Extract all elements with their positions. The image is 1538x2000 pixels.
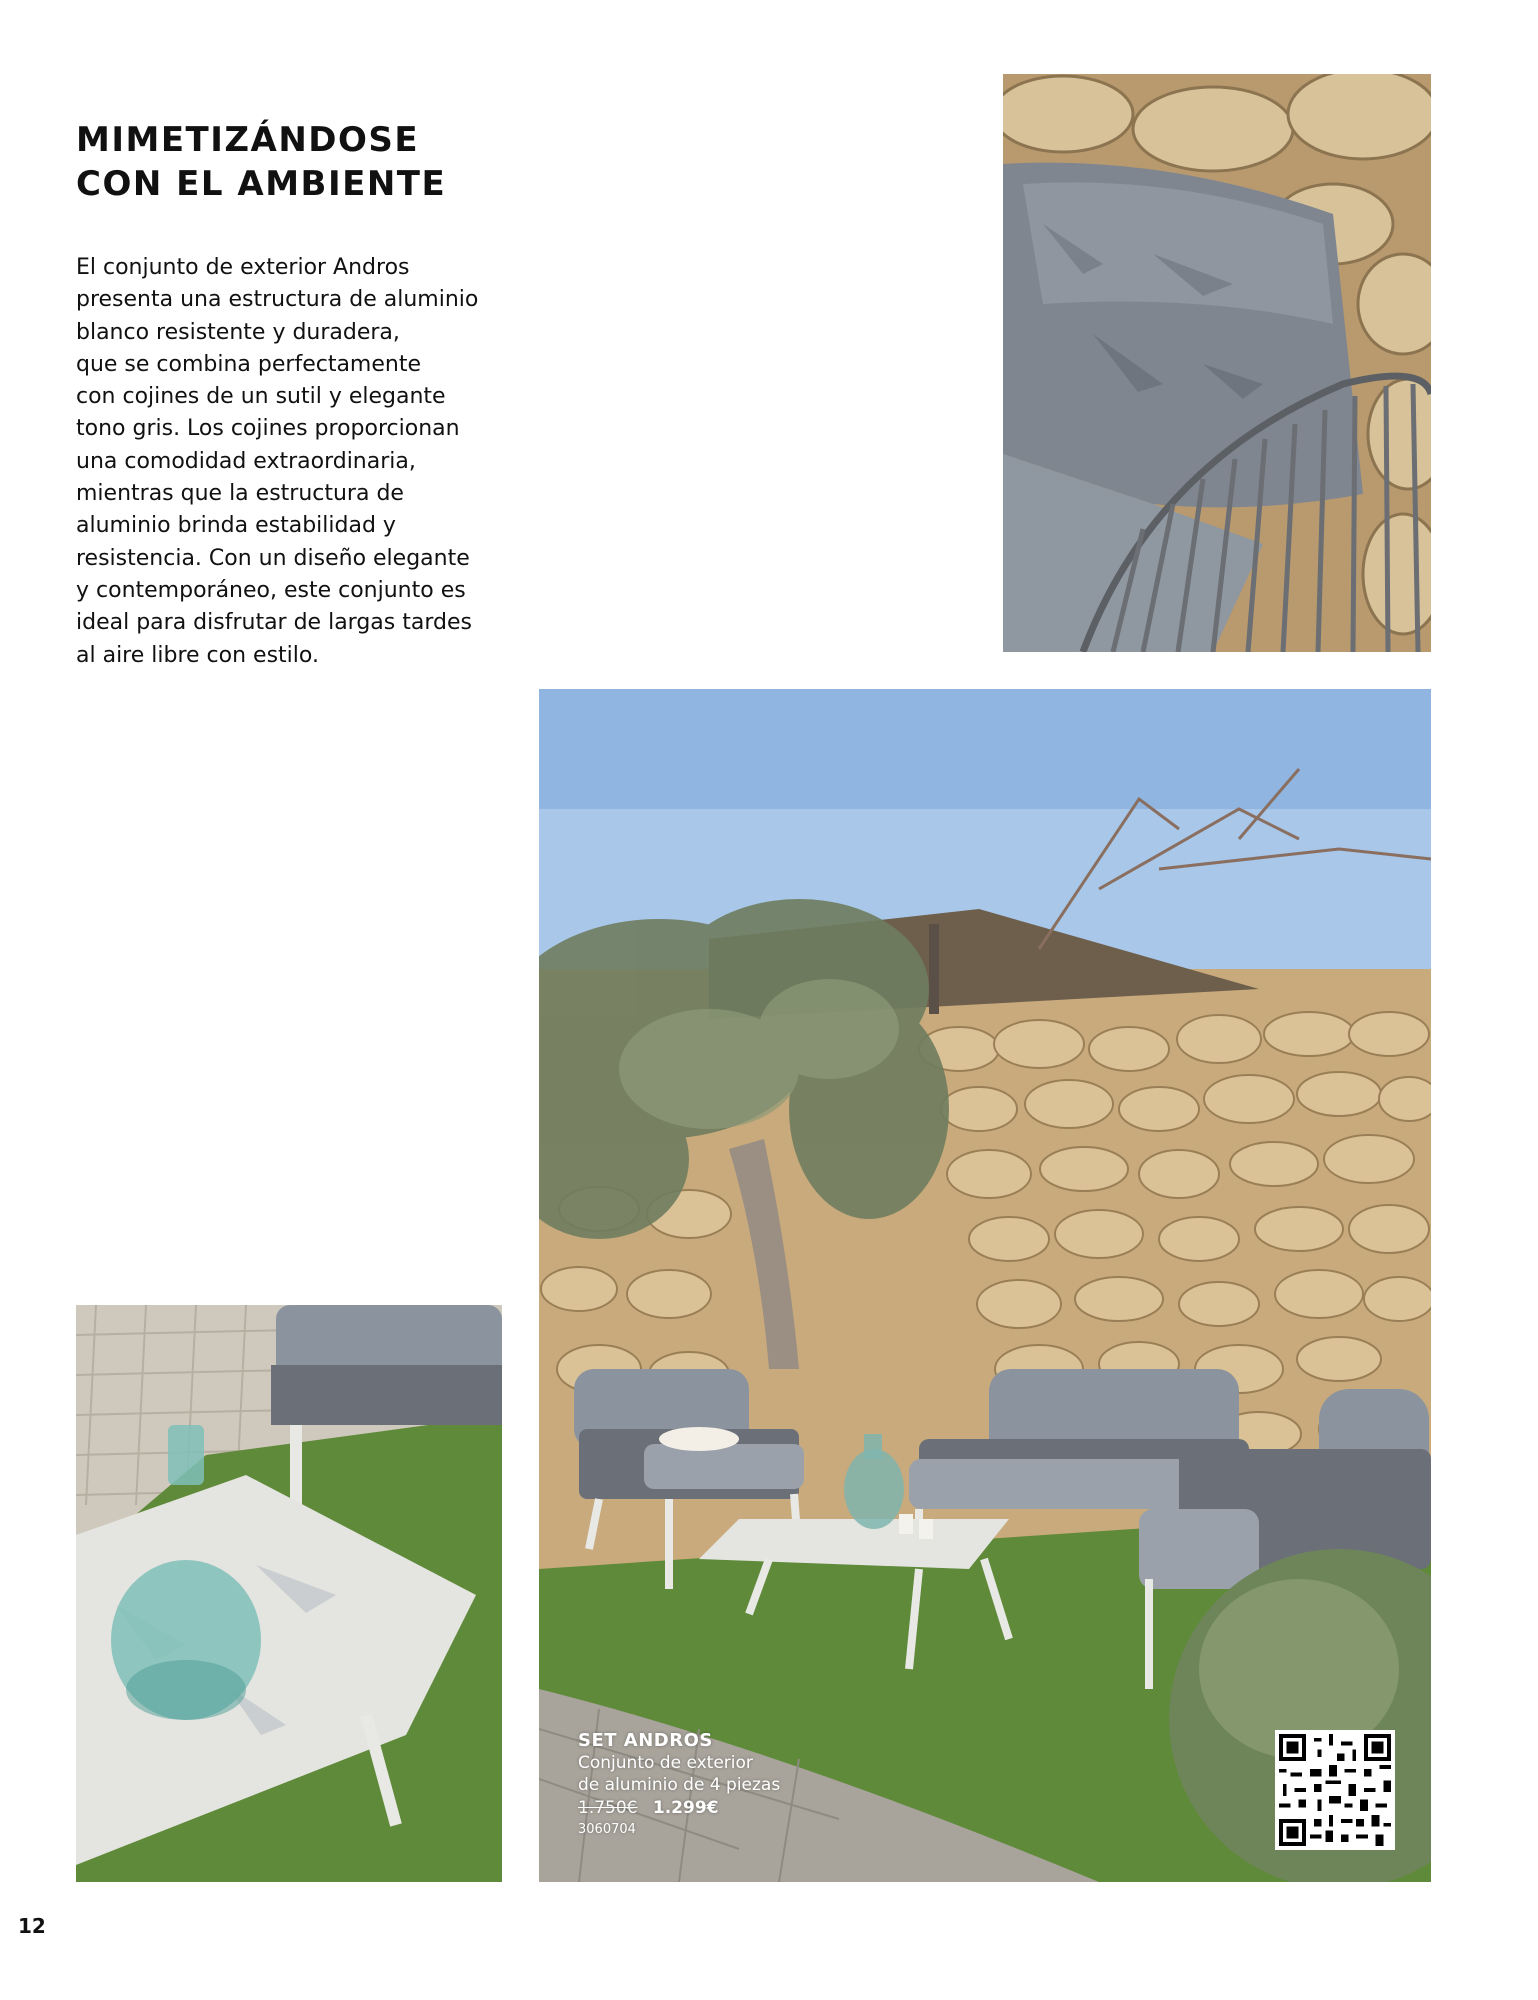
page-number: 12: [18, 1914, 46, 1938]
product-name: SET ANDROS: [578, 1730, 713, 1751]
page-heading: [76, 118, 536, 206]
body-line: al aire libre con estilo.: [76, 642, 319, 668]
new-price: 1.299€: [652, 1798, 719, 1818]
product-description-line-2: de aluminio de 4 piezas: [578, 1775, 781, 1795]
old-price: 1.750€: [578, 1798, 638, 1818]
body-line: blanco resistente y duradera,: [76, 319, 400, 345]
body-line: una comodidad extraordinaria,: [76, 448, 416, 474]
body-line: ideal para disfrutar de largas tardes: [76, 610, 472, 636]
body-line: con cojines de un sutil y elegante: [76, 384, 446, 410]
product-reference: 3060704: [578, 1822, 636, 1837]
vase-detail-photo: [76, 1305, 502, 1882]
body-line: presenta una estructura de aluminio: [76, 287, 479, 313]
qr-code-icon[interactable]: [1275, 1730, 1395, 1850]
body-line: y contemporáneo, este conjunto es: [76, 577, 466, 603]
description-paragraph: [76, 252, 536, 672]
body-line: tono gris. Los cojines proporcionan: [76, 416, 460, 442]
chair-detail-photo: [1003, 74, 1431, 652]
body-line: resistencia. Con un diseño elegante: [76, 545, 470, 571]
product-description-line-1: Conjunto de exterior: [578, 1753, 753, 1773]
product-prices: [578, 1796, 780, 1820]
body-line: El conjunto de exterior Andros: [76, 255, 410, 280]
heading-line-1: MIMETIZÁNDOSE: [76, 120, 420, 160]
heading-line-2: CON EL AMBIENTE: [76, 164, 447, 204]
garden-set-photo: [539, 689, 1431, 1882]
body-line: que se combina perfectamente: [76, 351, 422, 377]
product-info: [578, 1730, 780, 1840]
body-line: aluminio brinda estabilidad y: [76, 513, 396, 539]
body-line: mientras que la estructura de: [76, 481, 404, 507]
